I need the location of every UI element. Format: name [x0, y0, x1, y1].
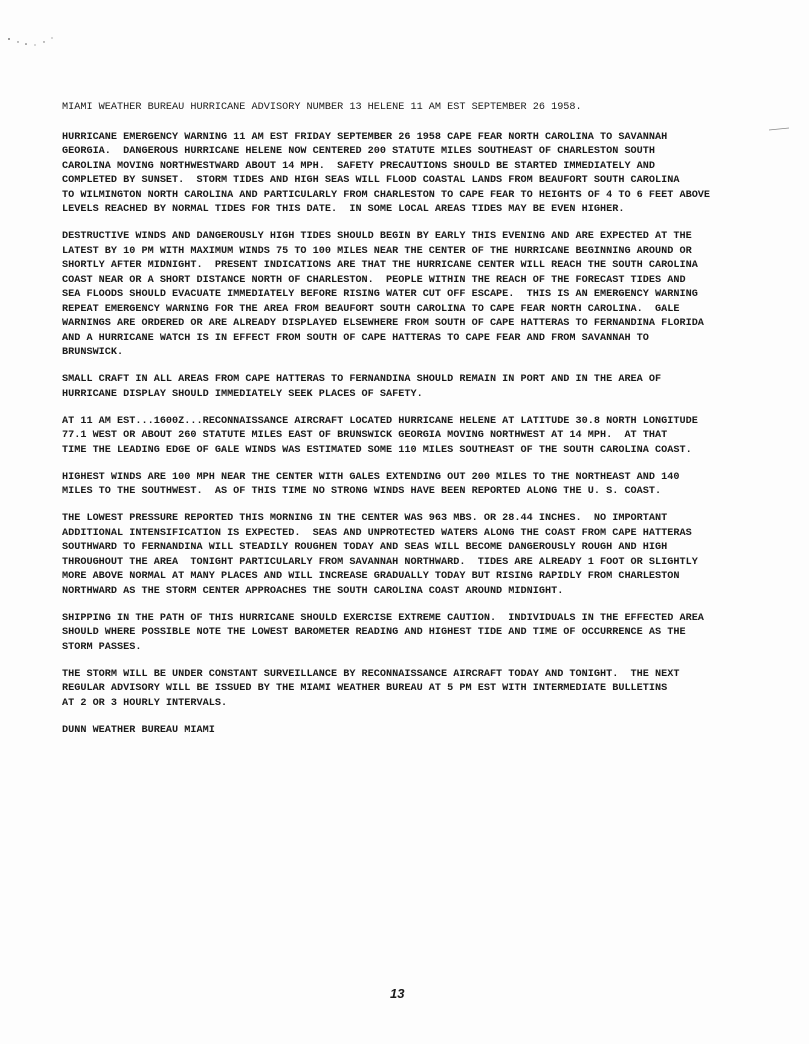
text-line: SMALL CRAFT IN ALL AREAS FROM CAPE HATTERAS TO FERNANDINA SHOULD REMAIN IN PORT AND IN THE AREA OF: [62, 374, 662, 385]
text-line: NORTHWARD AS THE STORM CENTER APPROACHES THE SOUTH CAROLINA COAST AROUND MIDNIGHT.: [62, 585, 564, 597]
text-line: 77.1 WEST OR ABOUT 260 STATUTE MILES EAST OF BRUNSWICK GEORGIA MOVING NORTHWEST AT 14 MPH. AT THAT: [62, 430, 668, 441]
text-line: SHORTLY AFTER MIDNIGHT. PRESENT INDICATIONS ARE THAT THE HURRICANE CENTER WILL REACH THE SOUTH CAROLINA: [62, 260, 698, 271]
advisory-paragraph: [62, 512, 774, 599]
text-line: COAST NEAR OR A SHORT DISTANCE NORTH OF CHARLESTON. PEOPLE WITHIN THE REACH OF THE FORECAST TIDES AND: [62, 274, 686, 286]
text-line: HURRICANE DISPLAY SHOULD IMMEDIATELY SEEK PLACES OF SAFETY.: [62, 388, 423, 400]
text-line: WARNINGS ARE ORDERED OR ARE ALREADY DISPLAYED ELSEWHERE FROM SOUTH OF CAPE HATTERAS TO FERNANDINA FLORIDA: [62, 318, 704, 329]
text-line: LEVELS REACHED BY NORMAL TIDES FOR THIS DATE. IN SOME LOCAL AREAS TIDES MAY BE EVEN HIGHER.: [62, 204, 625, 215]
text-line: THE STORM WILL BE UNDER CONSTANT SURVEILLANCE BY RECONNAISSANCE AIRCRAFT TODAY AND TONIGHT. THE NEXT: [62, 668, 680, 680]
advisory-paragraph: [62, 668, 774, 712]
text-line: BRUNSWICK.: [62, 347, 124, 358]
text-line: GEORGIA. DANGEROUS HURRICANE HELENE NOW CENTERED 200 STATUTE MILES SOUTHEAST OF CHARLESTON SOUTH: [62, 146, 656, 157]
text-line: AT 11 AM EST...1600Z...RECONNAISSANCE AIRCRAFT LOCATED HURRICANE HELENE AT LATITUDE 30.8 NORTH LONGITUDE: [62, 415, 698, 427]
text-line: THE LOWEST PRESSURE REPORTED THIS MORNING IN THE CENTER WAS 963 MBS. OR 28.44 INCHES. NO IMPORTANT: [62, 513, 668, 524]
advisory-paragraph: [62, 131, 774, 218]
advisory-text: [62, 101, 774, 751]
advisory-paragraph: [62, 612, 774, 656]
text-line: SHOULD WHERE POSSIBLE NOTE THE LOWEST BAROMETER READING AND HIGHEST TIDE AND TIME OF OCCURRENCE AS THE: [62, 627, 686, 638]
text-line: LATEST BY 10 PM WITH MAXIMUM WINDS 75 TO 100 MILES NEAR THE CENTER OF THE HURRICANE BEGINNING AROUND OR: [62, 245, 692, 257]
scan-speck-marks: [6, 30, 56, 52]
text-line: DESTRUCTIVE WINDS AND DANGEROUSLY HIGH TIDES SHOULD BEGIN BY EARLY THIS EVENING AND ARE EXPECTED AT THE: [62, 231, 692, 242]
text-line: TIME THE LEADING EDGE OF GALE WINDS WAS ESTIMATED SOME 110 MILES SOUTHEAST OF THE SOUTH CAROLINA COAST.: [62, 444, 692, 456]
advisory-paragraph: [62, 230, 774, 361]
text-line: STORM PASSES.: [62, 641, 142, 653]
text-line: SHIPPING IN THE PATH OF THIS HURRICANE SHOULD EXERCISE EXTREME CAUTION. INDIVIDUALS IN THE EFFECTED AREA: [62, 612, 704, 624]
text-line: REPEAT EMERGENCY WARNING FOR THE AREA FROM BEAUFORT SOUTH CAROLINA TO CAPE FEAR NORTH CAROLINA. GALE: [62, 303, 680, 315]
text-line: MILES TO THE SOUTHWEST. AS OF THIS TIME NO STRONG WINDS HAVE BEEN REPORTED ALONG THE U. S. COAST.: [62, 486, 662, 497]
text-line: HIGHEST WINDS ARE 100 MPH NEAR THE CENTER WITH GALES EXTENDING OUT 200 MILES TO THE NORTHEAST AND 140: [62, 471, 680, 483]
text-line: DUNN WEATHER BUREAU MIAMI: [62, 724, 215, 736]
text-line: AND A HURRICANE WATCH IS IN EFFECT FROM SOUTH OF CAPE HATTERAS TO CAPE FEAR AND FROM SAVANNAH TO: [62, 332, 649, 344]
text-line: THROUGHOUT THE AREA TONIGHT PARTICULARLY FROM SAVANNAH NORTHWARD. TIDES ARE ALREADY 1 FOOT OR SLIGHTLY: [62, 556, 698, 568]
advisory-paragraph: [62, 373, 774, 402]
advisory-header: MIAMI WEATHER BUREAU HURRICANE ADVISORY NUMBER 13 HELENE 11 AM EST SEPTEMBER 26 1958.: [62, 102, 582, 113]
text-line: CAROLINA MOVING NORTHWESTWARD ABOUT 14 MPH. SAFETY PRECAUTIONS SHOULD BE STARTED IMMEDIATELY AND: [62, 160, 656, 172]
text-line: SEA FLOODS SHOULD EVACUATE IMMEDIATELY BEFORE RISING WATER CUT OFF ESCAPE. THIS IS AN EMERGENCY WARNING: [62, 289, 698, 300]
text-line: SOUTHWARD TO FERNANDINA WILL STEADILY ROUGHEN TODAY AND SEAS WILL BECOME DANGEROUSLY ROUGH AND HIGH: [62, 542, 668, 553]
advisory-paragraph: [62, 415, 774, 459]
advisory-paragraph: [62, 724, 774, 739]
text-line: COMPLETED BY SUNSET. STORM TIDES AND HIGH SEAS WILL FLOOD COASTAL LANDS FROM BEAUFORT SOUTH CAROLINA: [62, 175, 680, 186]
text-line: TO WILMINGTON NORTH CAROLINA AND PARTICULARLY FROM CHARLESTON TO CAPE FEAR TO HEIGHTS OF 4 TO 6 FEET ABOVE: [62, 189, 711, 201]
advisory-paragraph: [62, 471, 774, 500]
text-line: REGULAR ADVISORY WILL BE ISSUED BY THE MIAMI WEATHER BUREAU AT 5 PM EST WITH INTERMEDIATE BULLETINS: [62, 683, 668, 694]
page-number: 13: [390, 986, 405, 1001]
text-line: ADDITIONAL INTENSIFICATION IS EXPECTED. SEAS AND UNPROTECTED WATERS ALONG THE COAST FROM CAPE HATTERAS: [62, 527, 692, 539]
text-line: HURRICANE EMERGENCY WARNING 11 AM EST FRIDAY SEPTEMBER 26 1958 CAPE FEAR NORTH CAROLINA TO SAVANNAH: [62, 131, 668, 143]
text-line: AT 2 OR 3 HOURLY INTERVALS.: [62, 697, 228, 709]
text-line: MORE ABOVE NORMAL AT MANY PLACES AND WILL INCREASE GRADUALLY TODAY BUT RISING RAPIDLY FROM CHARLESTON: [62, 571, 680, 582]
